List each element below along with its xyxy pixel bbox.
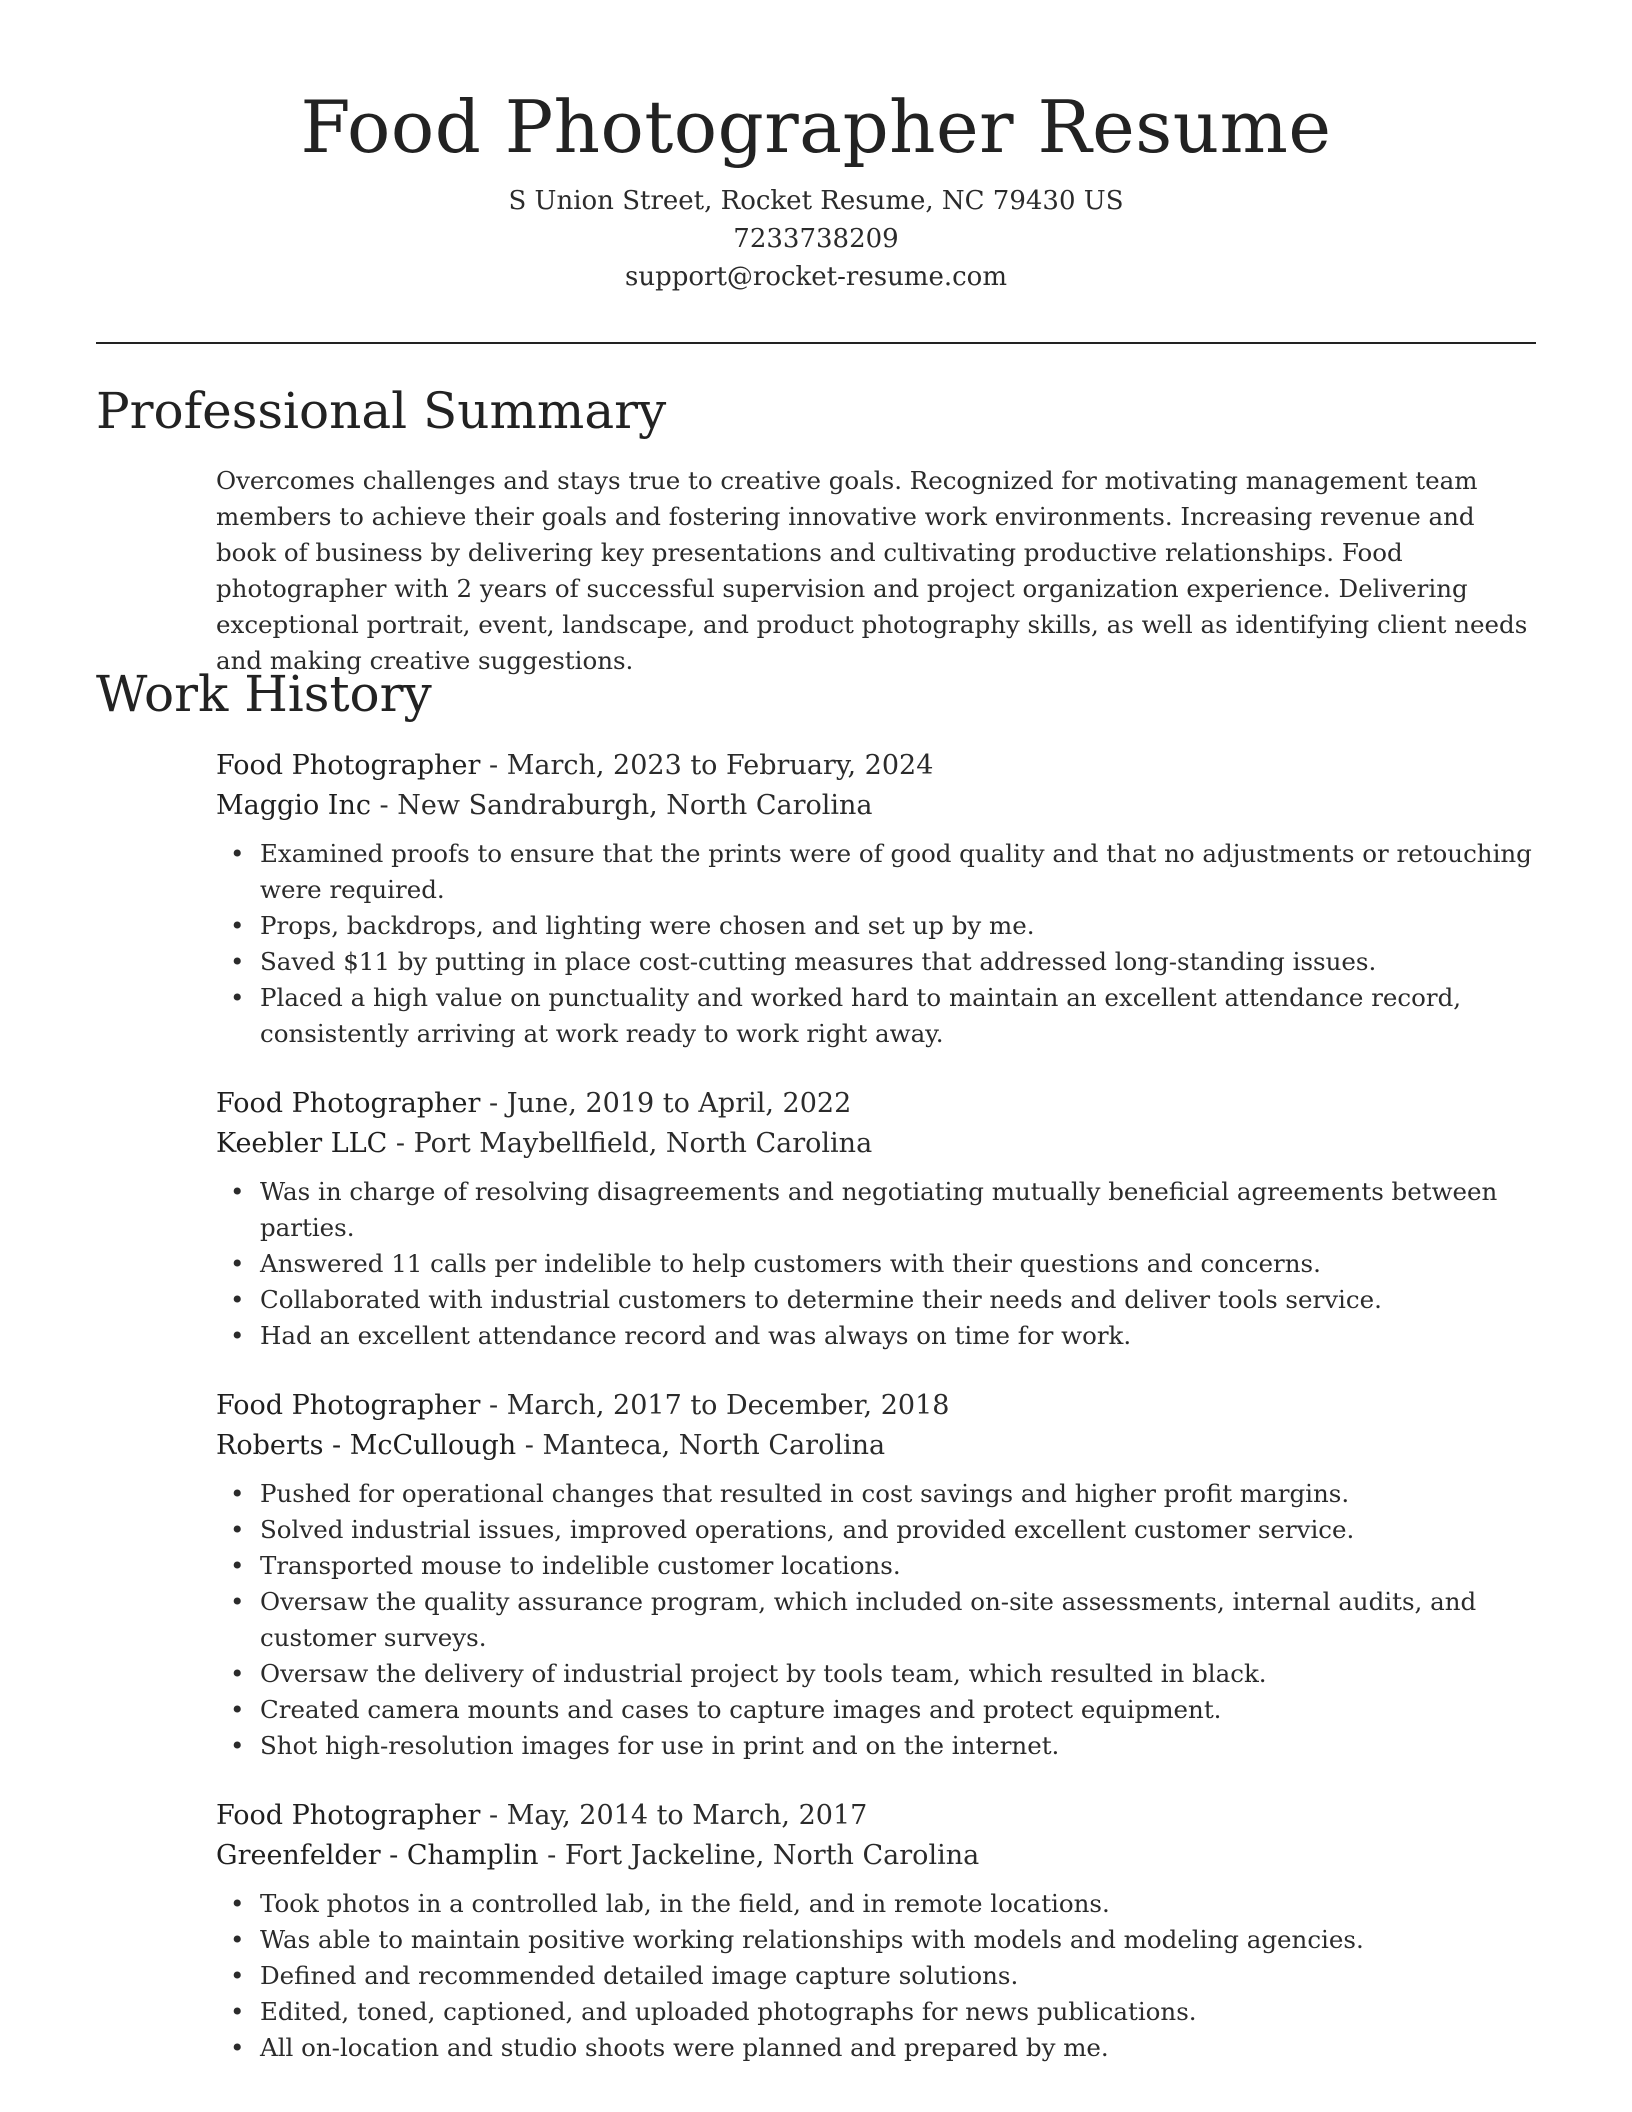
job-bullet: • Took photos in a controlled lab, in the field, and in remote locations. (230, 1889, 1110, 1918)
contact-block (0, 182, 1632, 296)
job-bullet: • Had an excellent attendance record and was always on time for work. (230, 1321, 1132, 1350)
job-bullet: • Defined and recommended detailed image capture solutions. (230, 1961, 1019, 1990)
job-company: Roberts - McCullough (216, 1430, 517, 1461)
resume-header (0, 85, 1632, 296)
job-bullet: • Pushed for operational changes that resulted in cost savings and higher profit margins. (230, 1479, 1350, 1508)
job-title-line: Food Photographer - March, 2023 to February, 2024 (216, 750, 934, 781)
job-bullet: • Was in charge of resolving disagreements and negotiating mutually beneficial agreements between parties. (230, 1177, 1498, 1242)
job-dates: March, 2023 to February, 2024 (506, 750, 934, 781)
job-bullet: • Answered 11 calls per indelible to help customers with their questions and concerns. (230, 1249, 1321, 1278)
job-bullet: • Created camera mounts and cases to capture images and protect equipment. (230, 1695, 1222, 1724)
job-dates: May, 2014 to March, 2017 (506, 1800, 868, 1831)
job-location: Port Maybellfield, North Carolina (413, 1128, 873, 1159)
job-bullet: • Solved industrial issues, improved operations, and provided excellent customer service. (230, 1515, 1355, 1544)
job-company-line: Maggio Inc - New Sandraburgh, North Carolina (216, 790, 873, 821)
job-location: Manteca, North Carolina (542, 1430, 886, 1461)
job-title-line: Food Photographer - June, 2019 to April, 2022 (216, 1088, 852, 1119)
resume-title: Food Photographer Resume (300, 85, 1332, 169)
job-company-line: Roberts - McCullough - Manteca, North Carolina (216, 1430, 886, 1461)
job-company: Keebler LLC (216, 1128, 388, 1159)
job-bullet: • Oversaw the delivery of industrial project by tools team, which resulted in black. (230, 1659, 1267, 1688)
job-bullet: • Collaborated with industrial customers to determine their needs and deliver tools service. (230, 1285, 1382, 1314)
job-bullet: • Shot high-resolution images for use in print and on the internet. (230, 1731, 1060, 1760)
job-bullet: • Props, backdrops, and lighting were chosen and set up by me. (230, 911, 1035, 940)
job-entry (216, 746, 1540, 1052)
job-bullets (216, 1174, 1540, 1354)
summary-heading: Professional Summary (96, 382, 667, 440)
job-list (216, 746, 1540, 2098)
job-company-line: Greenfelder - Champlin - Fort Jackeline, North Carolina (216, 1840, 980, 1871)
job-bullet: • Was able to maintain positive working relationships with models and modeling agencies. (230, 1925, 1364, 1954)
job-location: New Sandraburgh, North Carolina (397, 790, 873, 821)
job-bullets (216, 836, 1540, 1052)
header-divider (96, 342, 1536, 344)
job-company-line: Keebler LLC - Port Maybellfield, North Carolina (216, 1128, 873, 1159)
contact-address: S Union Street, Rocket Resume, NC 79430 US (508, 186, 1124, 216)
job-bullet: • Edited, toned, captioned, and uploaded photographs for news publications. (230, 1997, 1197, 2026)
job-title-line: Food Photographer - March, 2017 to December, 2018 (216, 1390, 950, 1421)
job-entry (216, 1386, 1540, 1764)
job-bullets (216, 1886, 1540, 2066)
job-title: Food Photographer (216, 750, 481, 781)
job-bullet: • Examined proofs to ensure that the prints were of good quality and that no adjustments or retouching were required. (230, 839, 1532, 904)
job-bullet: • Oversaw the quality assurance program, which included on-site assessments, internal audits, and customer surveys. (230, 1587, 1477, 1652)
job-bullet: • Saved $11 by putting in place cost-cutting measures that addressed long-standing issues. (230, 947, 1377, 976)
job-bullet: • Placed a high value on punctuality and worked hard to maintain an excellent attendance record, consistently arriving at work ready to work right away. (230, 983, 1462, 1048)
job-title: Food Photographer (216, 1800, 481, 1831)
job-title: Food Photographer (216, 1088, 481, 1119)
contact-email: support@rocket-resume.com (624, 262, 1007, 292)
job-bullet: • Transported mouse to indelible customer locations. (230, 1551, 901, 1580)
contact-phone: 7233738209 (733, 224, 899, 254)
job-entry (216, 1084, 1540, 1354)
job-dates: June, 2019 to April, 2022 (506, 1088, 852, 1119)
job-entry (216, 1796, 1540, 2066)
job-location: Fort Jackeline, North Carolina (564, 1840, 980, 1871)
job-dates: March, 2017 to December, 2018 (506, 1390, 950, 1421)
summary-text: Overcomes challenges and stays true to creative goals. Recognized for motivating management team members to achieve their goals and fostering innovative work environments. Increasing revenue and book of business by delivering key presentations and cultivating productive relationships. Food photographer with 2 years of successful supervision and project organization experience. Delivering exceptional portrait, event, landscape, and product photography skills, as well as identifying client needs and making creative suggestions. (216, 466, 1528, 675)
job-company: Greenfelder - Champlin (216, 1840, 539, 1871)
work-history-heading: Work History (96, 665, 432, 723)
job-title: Food Photographer (216, 1390, 481, 1421)
job-bullets (216, 1476, 1540, 1764)
job-bullet: • All on-location and studio shoots were planned and prepared by me. (230, 2033, 1109, 2062)
job-title-line: Food Photographer - May, 2014 to March, 2017 (216, 1800, 868, 1831)
job-company: Maggio Inc (216, 790, 371, 821)
